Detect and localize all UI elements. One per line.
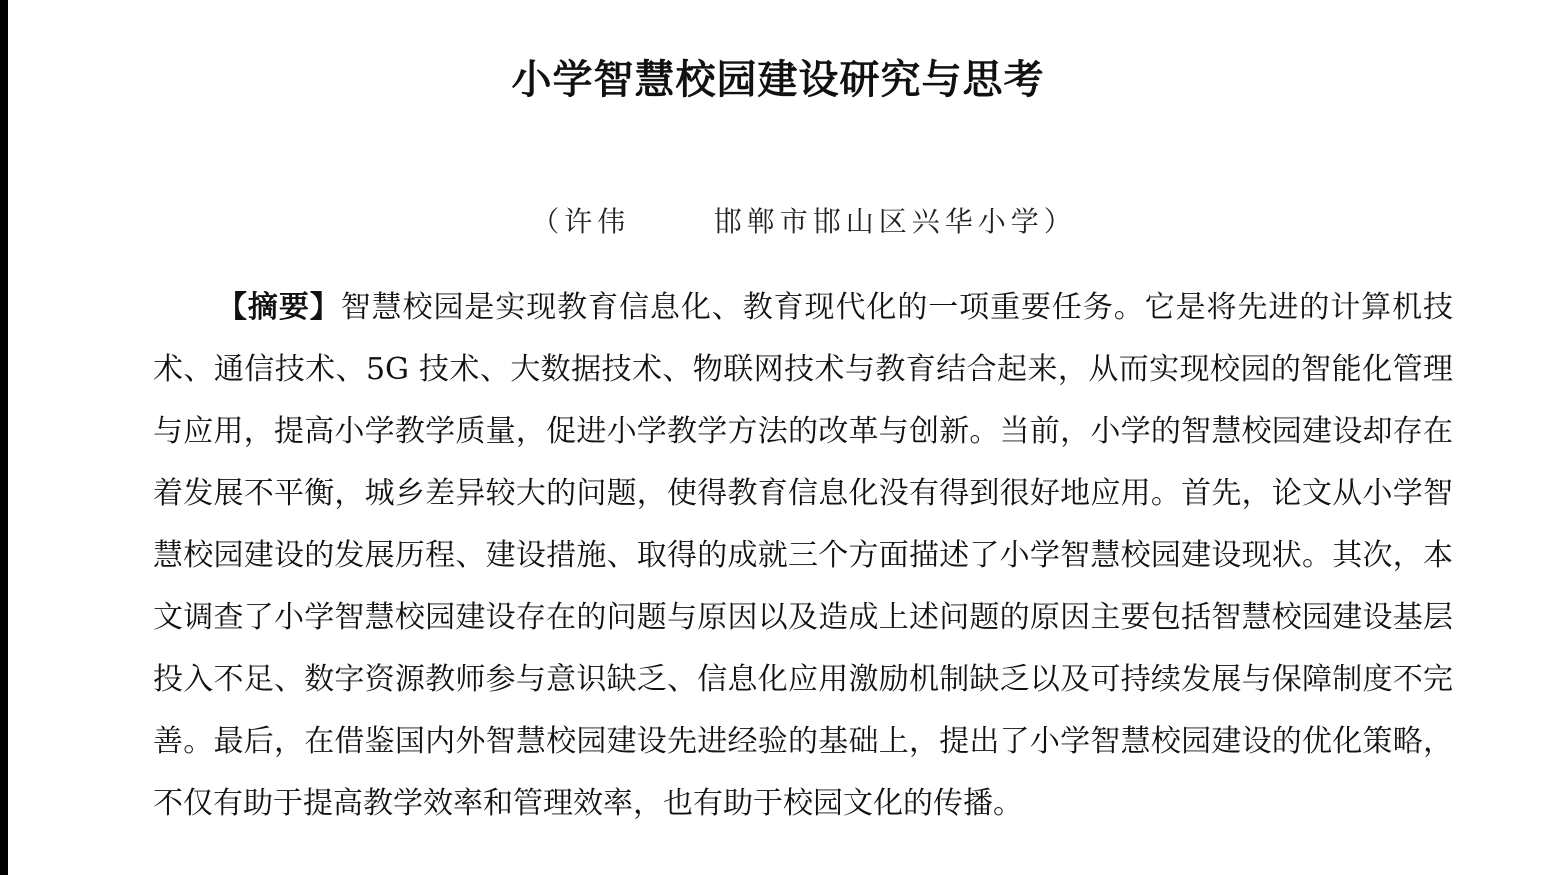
paper-title: 小学智慧校园建设研究与思考 bbox=[511, 56, 1045, 103]
abstract-paragraph bbox=[153, 277, 1453, 835]
abstract-text: 智慧校园是实现教育信息化、教育现代化的一项重要任务。它是将先进的计算机技术、通信技术、5G 技术、大数据技术、物联网技术与教育结合起来，从而实现校园的智能化管理与应用，提高小学教学质量，促进小学教学方法的改革与创新。当前，小学的智慧校园建设却存在着发展不平衡，城乡差异较大的问题，使得教育信息化没有得到很好地应用。首先，论文从小学智慧校园建设的发展历程、建设措施、取得的成就三个方面描述了小学智慧校园建设现状。其次，本文调查了小学智慧校园建设存在的问题与原因以及造成上述问题的原因主要包括智慧校园建设基层投入不足、数字资源教师参与意识缺乏、信息化应用激励机制缺乏以及可持续发展与保障制度不完善。最后，在借鉴国内外智慧校园建设先进经验的基础上，提出了小学智慧校园建设的优化策略，不仅有助于提高教学效率和管理效率，也有助于校园文化的传播。 bbox=[153, 290, 1454, 821]
author-affiliation: （许伟 邯郸市邯山区兴华小学） bbox=[531, 205, 1077, 238]
left-edge-bar bbox=[0, 0, 8, 875]
abstract-label: 【摘要】 bbox=[217, 290, 341, 325]
